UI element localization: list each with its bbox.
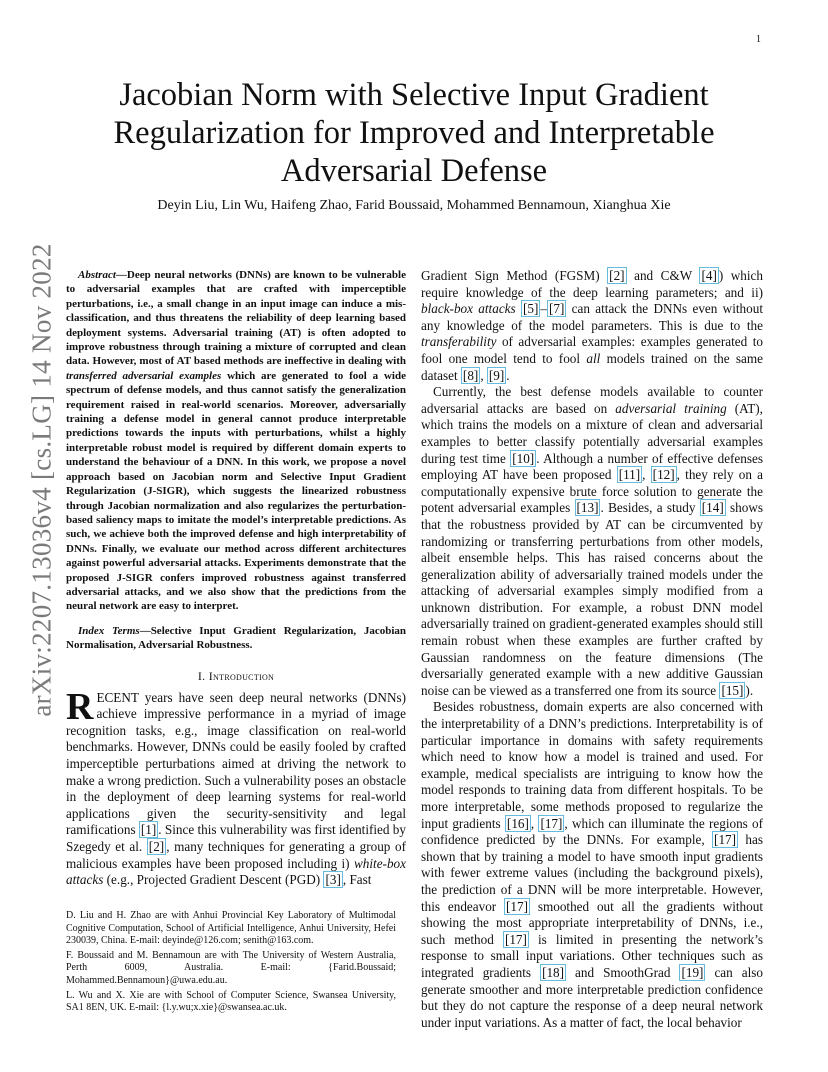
author-list: Deyin Liu, Lin Wu, Haifeng Zhao, Farid Boussaid, Mohammed Bennamoun, Xianghua Xie xyxy=(157,198,671,213)
title-line: Adversarial Defense xyxy=(280,153,548,189)
left-column xyxy=(66,268,406,889)
citation-link[interactable]: [16] xyxy=(506,815,529,831)
index-terms-label: Index Terms xyxy=(78,624,140,637)
title-line: Jacobian Norm with Selective Input Gradient xyxy=(119,77,709,113)
citation-link[interactable]: [14] xyxy=(701,500,724,516)
citation-link[interactable]: [17] xyxy=(714,832,737,848)
citation-link[interactable]: [10] xyxy=(512,450,535,466)
footnote: D. Liu and H. Zhao are with Anhui Provincial Key Laboratory of Multimodal Cognitive Computation, School of Artificial Intelligence, Anhui University, Hefei 230039, China. E-mail: deyinde@126.com; senith@163.com. xyxy=(66,910,396,947)
citation-link[interactable]: [4] xyxy=(701,268,717,283)
right-column xyxy=(421,268,763,1031)
citation-link[interactable]: [19] xyxy=(681,964,704,980)
citation-link[interactable]: [17] xyxy=(506,898,529,914)
title-line: Regularization for Improved and Interpretable xyxy=(113,115,715,151)
section-heading: I. Introduction xyxy=(197,668,275,683)
citation-link[interactable]: [2] xyxy=(148,838,165,854)
citation-link[interactable]: [11] xyxy=(618,467,641,483)
citation-link[interactable]: [12] xyxy=(652,467,675,483)
paragraph: Currently, the best defense models available to counter adversarial attacks are based on adversarial training (AT), which trains the models on a mixture of clean and adversarial examples to better classify potentially adversarial examples during test time [10] . Although a number of effective defenses employing AT have been proposed [11] , [12] , they rely on a computationally expensive brute force solution to generate the potent adversarial examples [13] . Besides, a study [14] shows that the robustness provided by AT can be circumvented by randomizing or transferring perturbations from other models, albeit ensemble helps. This has raised concerns about the generalization ability of adversarially trained models under the attacking of adversarial examples simply modified from a unknown distribution. For example, a robust DNN model adversarially trained on gradient-generated examples should still remain robust when these examples are further crafted by Gaussian randomness on the feature dimensions (The dversarially generated example with a new additive Gaussian noise can be viewed as a transferred one from its source [15] ). xyxy=(421,384,764,698)
citation-link[interactable]: [17] xyxy=(504,931,527,947)
drop-cap: R xyxy=(66,685,94,728)
citation-link[interactable]: [2] xyxy=(609,268,625,283)
abstract: Abstract—Deep neural networks (DNNs) are known to be vulnerable to adversarial examples that are crafted with imperceptible perturbations, i.e., a small change in an input image can induce a mis-classification, and thus threatens the reliability of deep learning based deployment systems. Adversarial training (AT) is often adopted to improve robustness through training a mixture of corrupted and clean data. However, most of AT based methods are ineffective in dealing with transferred adversarial examples which are generated to fool a wide spectrum of defense models, and thus cannot satisfy the generalization requirement raised in real-world scenarios. Moreover, adversarially training a defense model in general cannot produce interpretable predictions towards the inputs with perturbations, whilst a highly interpretable robust model is required by different domain experts to understand the behaviour of a DNN. In this work, we propose a novel approach based on Jacobian norm and Selective Input Gradient Regularization (J-SIGR), which suggests the linearized robustness through Jacobian normalization and also regularizes the perturbation-based saliency maps to imitate the model’s interpretable predictions. As such, we achieve both the improved defense and high interpretability of DNNs. Finally, we evaluate our method across different architectures against powerful adversarial attacks. Experiments demonstrate that the proposed J-SIGR confers improved robustness against transferred adversarial attacks, and we also show that the predictions from the neural network are easy to interpret. xyxy=(66,269,406,613)
citation-link[interactable]: [15] xyxy=(721,682,744,698)
paper-title xyxy=(60,76,768,190)
citation-link[interactable]: [3] xyxy=(325,872,341,888)
footnote: L. Wu and X. Xie are with School of Computer Science, Swansea University, SA1 8EN, UK. E-mail: {l.y.wu;x.xie}@swansea.ac.uk. xyxy=(66,989,396,1014)
citation-link[interactable]: [8] xyxy=(462,367,479,383)
citation-link[interactable]: [5] xyxy=(522,301,539,317)
citation-link[interactable]: [1] xyxy=(140,822,157,838)
abstract-label: Abstract xyxy=(78,269,116,281)
index-terms: Index Terms—Selective Input Gradient Regularization, Jacobian Normalisation, Adversarial Robustness. xyxy=(66,624,407,652)
citation-link[interactable]: [7] xyxy=(548,301,565,317)
footnotes xyxy=(66,910,396,1017)
arxiv-identifier-text: arXiv:2207.13036v4 [cs.LG] 14 Nov 2022 xyxy=(26,243,57,717)
citation-link[interactable]: [18] xyxy=(542,964,565,980)
citation-link[interactable]: [13] xyxy=(576,500,599,516)
page-number: 1 xyxy=(756,34,761,45)
paragraph: Gradient Sign Method (FGSM) [2] and C&W [4] ) which require knowledge of the deep learning parameters; and ii) black-box attacks [5] – [7] can attack the DNNs even without any knowledge of the model parameters. This is due to the transferability of adversarial examples: examples generated to fool one model tend to fool all models trained on the same dataset [8] , [9] . xyxy=(421,268,763,383)
citation-link[interactable]: [9] xyxy=(488,367,505,383)
intro-paragraph: RECENT years have seen deep neural networks (DNNs) achieve impressive performance in a myriad of image recognition tasks, e.g., image classification on real-world benchmarks. However, DNNs could be easily fooled by crafted imperceptible perturbations aimed at driving the network to make a wrong prediction. Such a vulnerability poses an obstacle in the deployment of deep learning systems for real-world applications given the security-sensitivity and legal ramifications [1] . Since this vulnerability was first identified by Szegedy et al. [2] , many techniques for generating a group of malicious examples have been proposed including i) white-box attacks (e.g., Projected Gradient Descent (PGD) [3] , Fast xyxy=(66,685,406,888)
paragraph: Besides robustness, domain experts are also concerned with the interpretability of a DNN’s predictions. Interpretability is of particular importance in domains with safety requirements which need to know how a model is trained and used. For example, medical specialists are intriguing to know how the model responds to training data from different hospitals. To be more interpretable, some methods proposed to regularize the input gradients [16] , [17] , which can illuminate the regions of confidence predicted by the DNNs. For example, [17] has shown that by training a model to have smooth input gradients with fewer extreme values (including the background pixels), the prediction of a DNN will be more interpretable. However, this endeavor [17] smoothed out all the gradients without showing the most appropriate interpretability of DNNs, i.e., such method [17] is limited in presenting the network’s response to small input variations. Other techniques such as integrated gradients [18] and SmoothGrad [19] can also generate smoother and more interpretable prediction confidence but they do not capture the response of a deep neural network under input variations. As a matter of fact, the local behavior xyxy=(421,699,764,1030)
citation-link[interactable]: [17] xyxy=(540,815,563,831)
footnote: F. Boussaid and M. Bennamoun are with The University of Western Australia, Perth 6009, Australia. E-mail: {Farid.Boussaid; Mohammed.Bennamoun}@uwa.edu.au. xyxy=(66,949,396,986)
